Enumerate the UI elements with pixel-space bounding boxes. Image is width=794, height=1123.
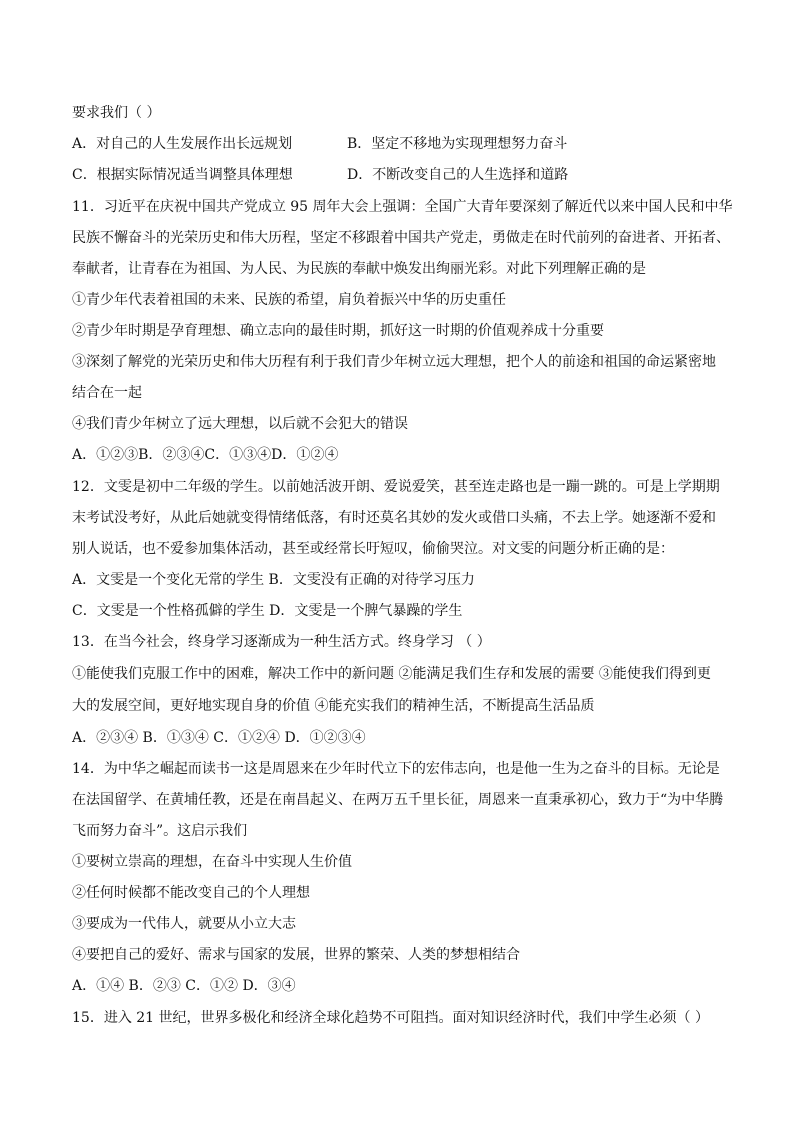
q11-stem-line: 11．习近平在庆祝中国共产党成立 95 周年大会上强调：全国广大青年要深刻了解近代以来中国人民和中华 [72, 199, 733, 215]
q11-options: A．①②③B．②③④C．①③④D．①②④ [72, 447, 339, 463]
q14-item: ②任何时候都不能改变自己的个人理想 [72, 885, 310, 901]
q14-options: A．①④ B．②③ C．①② D．③④ [72, 978, 296, 994]
q13-item: ①能使我们克服工作中的困难，解决工作中的新问题 ②能满足我们生存和发展的需要 ③能使我们得到更 [72, 666, 711, 682]
q14-item: ③要成为一代伟人，就要从小立大志 [72, 916, 296, 932]
q10-option-c: C．根据实际情况适当调整具体理想 [72, 167, 293, 183]
q12-options: C．文雯是一个性格孤僻的学生 D．文雯是一个脾气暴躁的学生 [72, 603, 463, 619]
q11-item: ②青少年时期是孕育理想、确立志向的最佳时期，抓好这一时期的价值观养成十分重要 [72, 323, 604, 339]
q12-stem-line: 12．文雯是初中二年级的学生。以前她活波开朗、爱说爱笑，甚至连走路也是一蹦一跳的。可是上学期期 [72, 479, 720, 495]
q14-stem-line: 14．为中华之崛起而读书一这是周恩来在少年时代立下的宏伟志向，也是他一生为之奋斗的目标。无论是 [72, 761, 720, 777]
q11-stem-line: 奉献者，让青春在为祖国、为人民、为民族的奉献中焕发出绚丽光彩。对此下列理解正确的是 [72, 261, 646, 277]
q12-stem-line: 末考试没考好，从此后她就变得情绪低落，有时还莫名其妙的发火或借口头痛，不去上学。她逐渐不爱和 [72, 510, 716, 526]
q10-continuation: 要求我们（ ） [72, 105, 161, 121]
q13-stem: 13．在当今社会，终身学习逐渐成为一种生活方式。终身学习 （ ） [72, 634, 491, 650]
q11-stem-line: 民族不懈奋斗的光荣历史和伟大历程，坚定不移跟着中国共产党走，勇做走在时代前列的奋进者、开拓者、 [72, 230, 730, 246]
q15-stem: 15．进入 21 世纪，世界多极化和经济全球化趋势不可阻挡。面对知识经济时代，我们中学生必须（ ） [72, 1010, 709, 1026]
q14-stem-line: 飞而努力奋斗”。这启示我们 [72, 823, 248, 839]
q10-option-a: A．对自己的人生发展作出长远规划 [72, 136, 293, 152]
q12-stem-line: 别人说话，也不爱参加集体活动，甚至或经常长吁短叹，偷偷哭泣。对文雯的问题分析正确的是： [72, 541, 674, 557]
q14-item: ④要把自己的爱好、需求与国家的发展，世界的繁荣、人类的梦想相结合 [72, 947, 520, 963]
q12-options: A．文雯是一个变化无常的学生 B．文雯没有正确的对待学习压力 [72, 572, 475, 588]
q11-item: ③深刻了解党的光荣历史和伟大历程有利于我们青少年树立远大理想，把个人的前途和祖国的命运紧密地 [72, 354, 716, 370]
q13-item: 大的发展空间，更好地实现自身的价值 ④能充实我们的精神生活，不断提高生活品质 [72, 698, 595, 714]
q11-item: ④我们青少年树立了远大理想，以后就不会犯大的错误 [72, 416, 408, 432]
q11-item: ①青少年代表着祖国的未来、民族的希望，肩负着振兴中华的历史重任 [72, 292, 506, 308]
q13-options: A．②③④ B．①③④ C．①②④ D．①②③④ [72, 730, 366, 746]
q11-item: 结合在一起 [72, 385, 142, 401]
q14-stem-line: 在法国留学、在黄埔任教，还是在南昌起义、在两万五千里长征，周恩来一直秉承初心，致力于“为中华腾 [72, 792, 724, 808]
q14-item: ①要树立崇高的理想，在奋斗中实现人生价值 [72, 854, 352, 870]
q10-option-b: B．坚定不移地为实现理想努力奋斗 [347, 136, 568, 152]
q10-option-d: D．不断改变自己的人生选择和道路 [347, 167, 569, 183]
